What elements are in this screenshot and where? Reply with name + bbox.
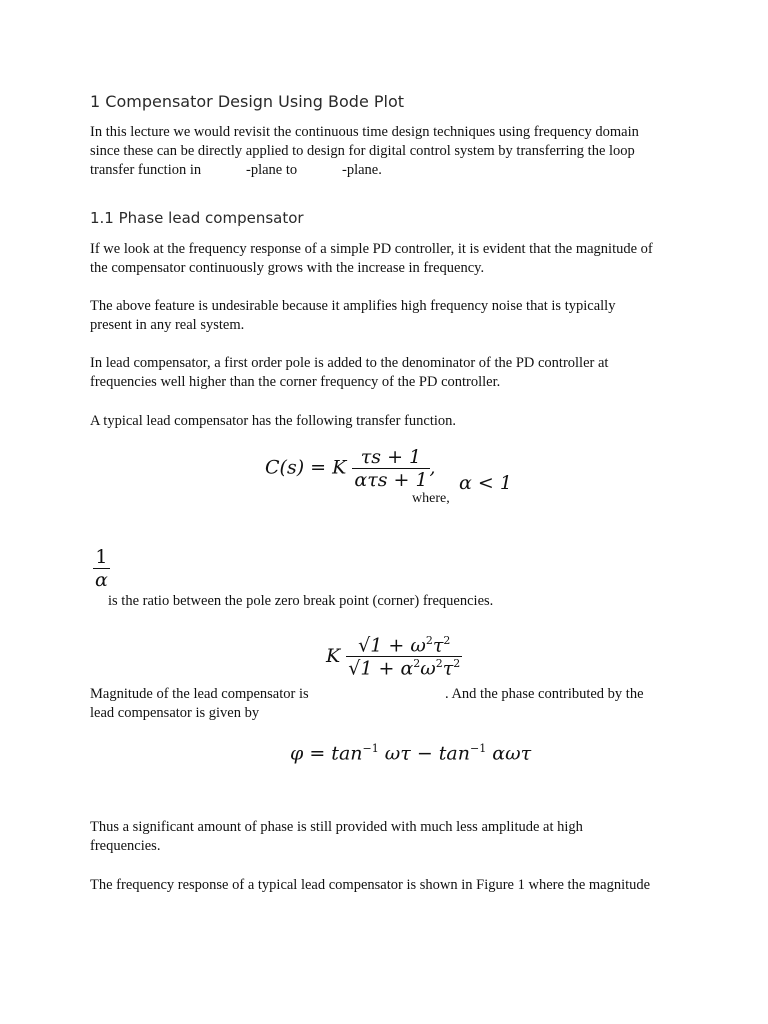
section-title: 1 Compensator Design Using Bode Plot <box>90 92 405 111</box>
alpha-fraction <box>93 546 110 591</box>
para3-line-2: frequencies well higher than the corner frequency of the PD controller. <box>90 374 501 390</box>
para2-line-2: present in any real system. <box>90 317 245 333</box>
eq2-denominator: $√1 + \alpha^2\omega^2\tau^2$ <box>348 657 461 680</box>
eq1-comma: , <box>429 456 436 479</box>
alpha-frac-num: 1 <box>93 546 110 569</box>
eq1-fraction <box>352 446 429 491</box>
eq1-where: where, <box>412 491 450 506</box>
transfer-function-equation <box>265 446 436 491</box>
para3-line-1: In lead compensator, a first order pole is added to the denominator of the PD controller at <box>90 355 609 371</box>
para4: A typical lead compensator has the following transfer function. <box>90 413 457 429</box>
para5-line-2: frequencies. <box>90 838 161 854</box>
eq2-numerator: $√1 + \omega^2\tau^2$ <box>346 634 462 657</box>
intro-line-3b: -plane to <box>246 162 298 178</box>
para5-line-1: Thus a significant amount of phase is still provided with much less amplitude at high <box>90 819 583 835</box>
para1-line-1: If we look at the frequency response of a simple PD controller, it is evident that the magnitude of <box>90 241 653 257</box>
magnitude-line-1a: Magnitude of the lead compensator is <box>90 686 309 702</box>
para2-line-1: The above feature is undesirable because it amplifies high frequency noise that is typically <box>90 298 616 314</box>
alpha-frac-den: α <box>95 569 108 591</box>
para6: The frequency response of a typical lead compensator is shown in Figure 1 where the magnitude <box>90 877 651 893</box>
phase-equation: $\varphi = \tan^{-1} \omega\tau - \tan^{-1} \alpha\omega\tau$ <box>290 742 532 765</box>
eq1-lhs: C(s) = K <box>265 456 347 479</box>
eq2-fraction <box>346 634 462 680</box>
para1-line-2: the compensator continuously grows with the increase in frequency. <box>90 260 485 276</box>
subsection-title: 1.1 Phase lead compensator <box>90 209 304 227</box>
magnitude-line-2: lead compensator is given by <box>90 705 260 721</box>
intro-line-2: since these can be directly applied to design for digital control system by transferring the loop <box>90 143 635 159</box>
magnitude-equation <box>326 634 462 680</box>
intro-line-3c: -plane. <box>342 162 382 178</box>
eq2-k: K <box>326 644 341 667</box>
eq1-denominator: ατs + 1 <box>354 469 428 491</box>
ratio-text: is the ratio between the pole zero break point (corner) frequencies. <box>108 593 494 609</box>
magnitude-line-1b: . And the phase contributed by the <box>445 686 644 702</box>
eq1-condition: α < 1 <box>459 472 512 494</box>
eq1-numerator: τs + 1 <box>352 446 429 469</box>
intro-line-1: In this lecture we would revisit the continuous time design techniques using frequency domain <box>90 124 639 140</box>
intro-line-3a: transfer function in <box>90 162 202 178</box>
